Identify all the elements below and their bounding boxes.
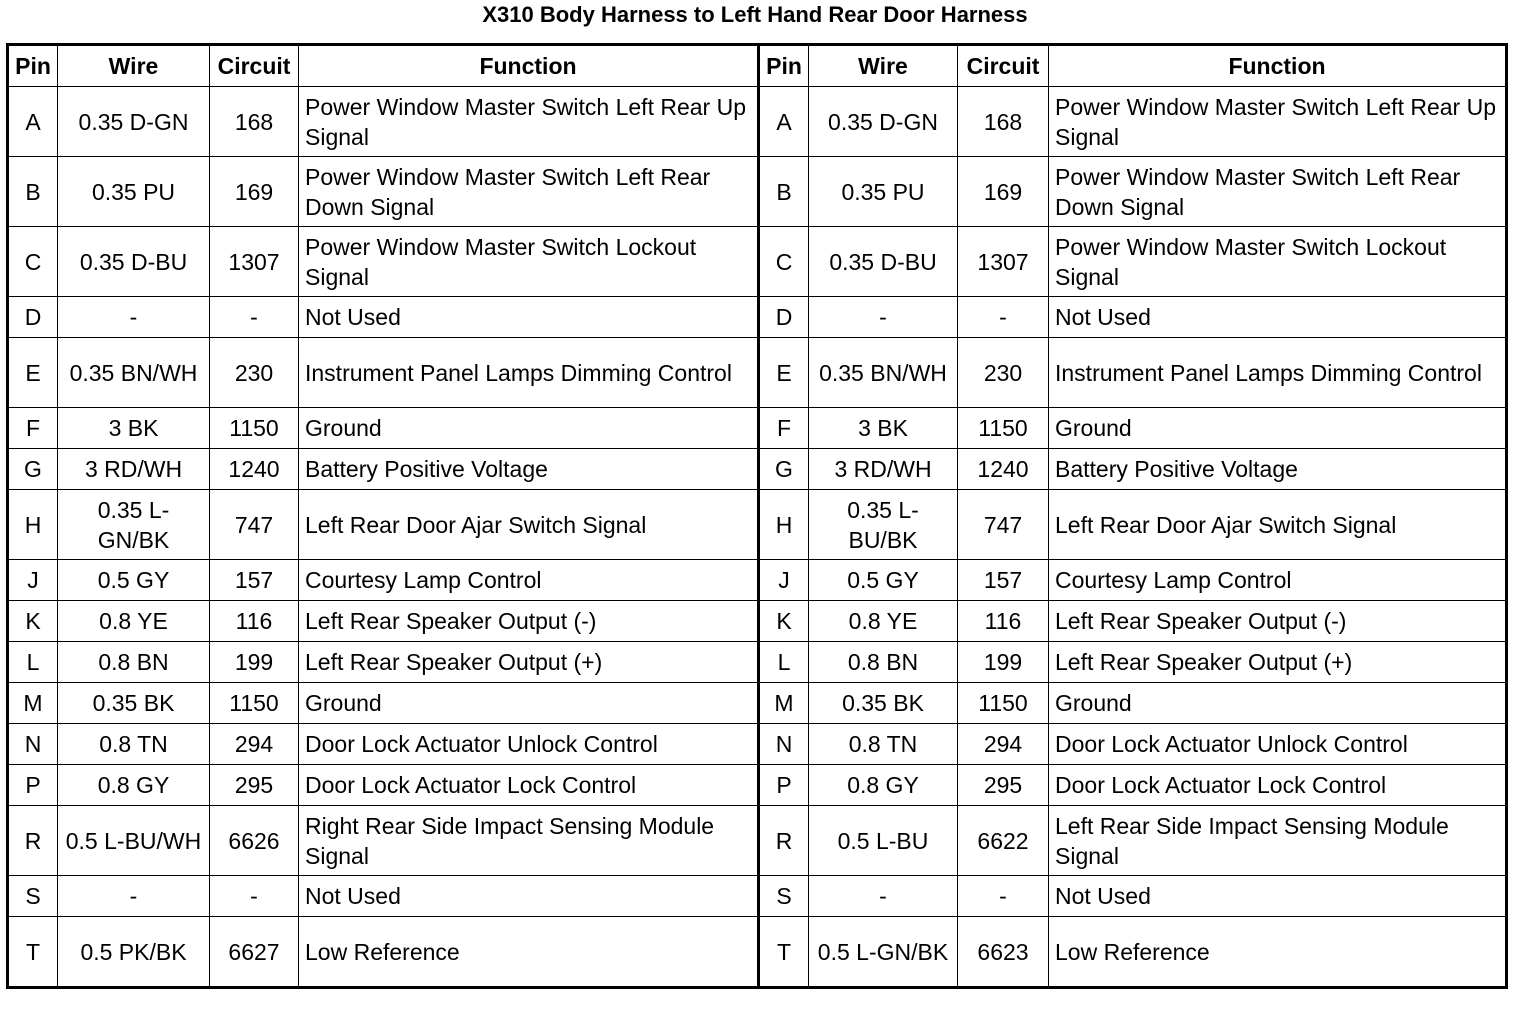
left-pin-cell: B <box>8 157 58 227</box>
header-function: Function <box>1049 45 1507 87</box>
right-pin-cell: J <box>759 560 809 601</box>
right-circuit-cell: 1307 <box>958 227 1049 297</box>
page-title: X310 Body Harness to Left Hand Rear Door Harness <box>482 2 1028 27</box>
header-circuit: Circuit <box>958 45 1049 87</box>
left-pin-cell: E <box>8 338 58 408</box>
header-wire: Wire <box>58 45 210 87</box>
left-wire-cell: 0.8 BN <box>58 642 210 683</box>
right-function-cell: Door Lock Actuator Unlock Control <box>1049 724 1507 765</box>
left-function-cell: Left Rear Speaker Output (+) <box>299 642 759 683</box>
left-wire-cell: 0.35 PU <box>58 157 210 227</box>
left-function-cell: Power Window Master Switch Left Rear Down Signal <box>299 157 759 227</box>
left-function-cell: Not Used <box>299 876 759 917</box>
left-pin-cell: G <box>8 449 58 490</box>
right-function-cell: Left Rear Speaker Output (-) <box>1049 601 1507 642</box>
left-function-cell: Power Window Master Switch Lockout Signal <box>299 227 759 297</box>
right-circuit-cell: 168 <box>958 87 1049 157</box>
right-function-cell: Door Lock Actuator Lock Control <box>1049 765 1507 806</box>
header-row <box>8 45 1507 87</box>
left-circuit-cell: 168 <box>210 87 299 157</box>
left-wire-cell: 0.35 D-BU <box>58 227 210 297</box>
left-circuit-cell: 6626 <box>210 806 299 876</box>
left-wire-cell: - <box>58 876 210 917</box>
left-function-cell: Left Rear Door Ajar Switch Signal <box>299 490 759 560</box>
left-circuit-cell: 1150 <box>210 683 299 724</box>
right-pin-cell: L <box>759 642 809 683</box>
left-pin-cell: A <box>8 87 58 157</box>
right-function-cell: Power Window Master Switch Left Rear Down Signal <box>1049 157 1507 227</box>
left-function-cell: Ground <box>299 683 759 724</box>
table-row <box>8 683 1507 724</box>
right-pin-cell: T <box>759 917 809 988</box>
table-row <box>8 490 1507 560</box>
right-function-cell: Not Used <box>1049 876 1507 917</box>
left-circuit-cell: 747 <box>210 490 299 560</box>
header-function: Function <box>299 45 759 87</box>
right-wire-cell: 0.5 GY <box>809 560 958 601</box>
right-function-cell: Power Window Master Switch Lockout Signal <box>1049 227 1507 297</box>
left-circuit-cell: 157 <box>210 560 299 601</box>
left-pin-cell: L <box>8 642 58 683</box>
right-circuit-cell: 157 <box>958 560 1049 601</box>
table-row <box>8 338 1507 408</box>
right-wire-cell: 0.35 PU <box>809 157 958 227</box>
left-circuit-cell: 1240 <box>210 449 299 490</box>
left-pin-cell: P <box>8 765 58 806</box>
left-wire-cell: 0.8 YE <box>58 601 210 642</box>
right-circuit-cell: 230 <box>958 338 1049 408</box>
right-wire-cell: 0.35 BK <box>809 683 958 724</box>
left-wire-cell: 3 RD/WH <box>58 449 210 490</box>
right-wire-cell: 0.8 GY <box>809 765 958 806</box>
right-circuit-cell: 169 <box>958 157 1049 227</box>
left-circuit-cell: 1307 <box>210 227 299 297</box>
right-function-cell: Ground <box>1049 408 1507 449</box>
left-wire-cell: 0.35 BN/WH <box>58 338 210 408</box>
left-pin-cell: R <box>8 806 58 876</box>
table-row <box>8 806 1507 876</box>
right-wire-cell: - <box>809 876 958 917</box>
table-row <box>8 449 1507 490</box>
left-wire-cell: 0.5 GY <box>58 560 210 601</box>
left-wire-cell: 0.35 D-GN <box>58 87 210 157</box>
left-pin-cell: J <box>8 560 58 601</box>
right-wire-cell: 0.35 BN/WH <box>809 338 958 408</box>
right-wire-cell: 0.35 L-BU/BK <box>809 490 958 560</box>
right-pin-cell: S <box>759 876 809 917</box>
left-wire-cell: 0.8 GY <box>58 765 210 806</box>
left-function-cell: Power Window Master Switch Left Rear Up Signal <box>299 87 759 157</box>
right-function-cell: Instrument Panel Lamps Dimming Control <box>1049 338 1507 408</box>
header-wire: Wire <box>809 45 958 87</box>
pinout-table <box>6 43 1508 989</box>
right-pin-cell: K <box>759 601 809 642</box>
left-function-cell: Ground <box>299 408 759 449</box>
table-row <box>8 601 1507 642</box>
left-wire-cell: 0.35 BK <box>58 683 210 724</box>
right-wire-cell: 3 BK <box>809 408 958 449</box>
right-function-cell: Power Window Master Switch Left Rear Up Signal <box>1049 87 1507 157</box>
right-circuit-cell: - <box>958 297 1049 338</box>
left-function-cell: Door Lock Actuator Lock Control <box>299 765 759 806</box>
right-wire-cell: 0.8 TN <box>809 724 958 765</box>
right-pin-cell: P <box>759 765 809 806</box>
left-circuit-cell: 116 <box>210 601 299 642</box>
right-pin-cell: A <box>759 87 809 157</box>
table-row <box>8 157 1507 227</box>
left-function-cell: Not Used <box>299 297 759 338</box>
right-pin-cell: N <box>759 724 809 765</box>
table-row <box>8 724 1507 765</box>
table-row <box>8 876 1507 917</box>
right-circuit-cell: - <box>958 876 1049 917</box>
left-wire-cell: 0.5 L-BU/WH <box>58 806 210 876</box>
left-pin-cell: S <box>8 876 58 917</box>
table-row <box>8 87 1507 157</box>
right-pin-cell: F <box>759 408 809 449</box>
table-row <box>8 642 1507 683</box>
right-circuit-cell: 116 <box>958 601 1049 642</box>
right-circuit-cell: 295 <box>958 765 1049 806</box>
right-function-cell: Not Used <box>1049 297 1507 338</box>
left-pin-cell: T <box>8 917 58 988</box>
table-row <box>8 917 1507 988</box>
right-function-cell: Left Rear Door Ajar Switch Signal <box>1049 490 1507 560</box>
table-row <box>8 408 1507 449</box>
right-circuit-cell: 294 <box>958 724 1049 765</box>
left-wire-cell: 0.5 PK/BK <box>58 917 210 988</box>
right-circuit-cell: 1150 <box>958 408 1049 449</box>
right-pin-cell: H <box>759 490 809 560</box>
right-wire-cell: - <box>809 297 958 338</box>
header-pin: Pin <box>8 45 58 87</box>
left-function-cell: Courtesy Lamp Control <box>299 560 759 601</box>
left-pin-cell: F <box>8 408 58 449</box>
right-wire-cell: 0.8 YE <box>809 601 958 642</box>
right-pin-cell: R <box>759 806 809 876</box>
right-wire-cell: 0.8 BN <box>809 642 958 683</box>
table-row <box>8 765 1507 806</box>
left-circuit-cell: 1150 <box>210 408 299 449</box>
right-circuit-cell: 1240 <box>958 449 1049 490</box>
table-row <box>8 227 1507 297</box>
left-circuit-cell: - <box>210 876 299 917</box>
left-pin-cell: M <box>8 683 58 724</box>
right-function-cell: Battery Positive Voltage <box>1049 449 1507 490</box>
left-wire-cell: - <box>58 297 210 338</box>
left-circuit-cell: - <box>210 297 299 338</box>
right-wire-cell: 0.5 L-BU <box>809 806 958 876</box>
left-pin-cell: D <box>8 297 58 338</box>
right-pin-cell: M <box>759 683 809 724</box>
left-pin-cell: K <box>8 601 58 642</box>
left-pin-cell: H <box>8 490 58 560</box>
right-pin-cell: D <box>759 297 809 338</box>
header-pin: Pin <box>759 45 809 87</box>
left-function-cell: Instrument Panel Lamps Dimming Control <box>299 338 759 408</box>
left-wire-cell: 0.8 TN <box>58 724 210 765</box>
right-pin-cell: G <box>759 449 809 490</box>
left-wire-cell: 3 BK <box>58 408 210 449</box>
left-function-cell: Door Lock Actuator Unlock Control <box>299 724 759 765</box>
left-circuit-cell: 295 <box>210 765 299 806</box>
right-circuit-cell: 747 <box>958 490 1049 560</box>
right-pin-cell: C <box>759 227 809 297</box>
table-row <box>8 297 1507 338</box>
right-wire-cell: 0.35 D-BU <box>809 227 958 297</box>
right-function-cell: Low Reference <box>1049 917 1507 988</box>
left-function-cell: Right Rear Side Impact Sensing Module Signal <box>299 806 759 876</box>
left-circuit-cell: 169 <box>210 157 299 227</box>
right-pin-cell: E <box>759 338 809 408</box>
left-circuit-cell: 294 <box>210 724 299 765</box>
left-wire-cell: 0.35 L-GN/BK <box>58 490 210 560</box>
right-function-cell: Left Rear Side Impact Sensing Module Signal <box>1049 806 1507 876</box>
right-circuit-cell: 199 <box>958 642 1049 683</box>
right-pin-cell: B <box>759 157 809 227</box>
right-circuit-cell: 6622 <box>958 806 1049 876</box>
left-pin-cell: N <box>8 724 58 765</box>
right-function-cell: Courtesy Lamp Control <box>1049 560 1507 601</box>
right-function-cell: Left Rear Speaker Output (+) <box>1049 642 1507 683</box>
right-circuit-cell: 1150 <box>958 683 1049 724</box>
left-circuit-cell: 6627 <box>210 917 299 988</box>
left-function-cell: Left Rear Speaker Output (-) <box>299 601 759 642</box>
left-function-cell: Low Reference <box>299 917 759 988</box>
right-wire-cell: 3 RD/WH <box>809 449 958 490</box>
left-pin-cell: C <box>8 227 58 297</box>
right-wire-cell: 0.5 L-GN/BK <box>809 917 958 988</box>
left-circuit-cell: 230 <box>210 338 299 408</box>
right-circuit-cell: 6623 <box>958 917 1049 988</box>
right-function-cell: Ground <box>1049 683 1507 724</box>
left-circuit-cell: 199 <box>210 642 299 683</box>
left-function-cell: Battery Positive Voltage <box>299 449 759 490</box>
header-circuit: Circuit <box>210 45 299 87</box>
table-row <box>8 560 1507 601</box>
right-wire-cell: 0.35 D-GN <box>809 87 958 157</box>
